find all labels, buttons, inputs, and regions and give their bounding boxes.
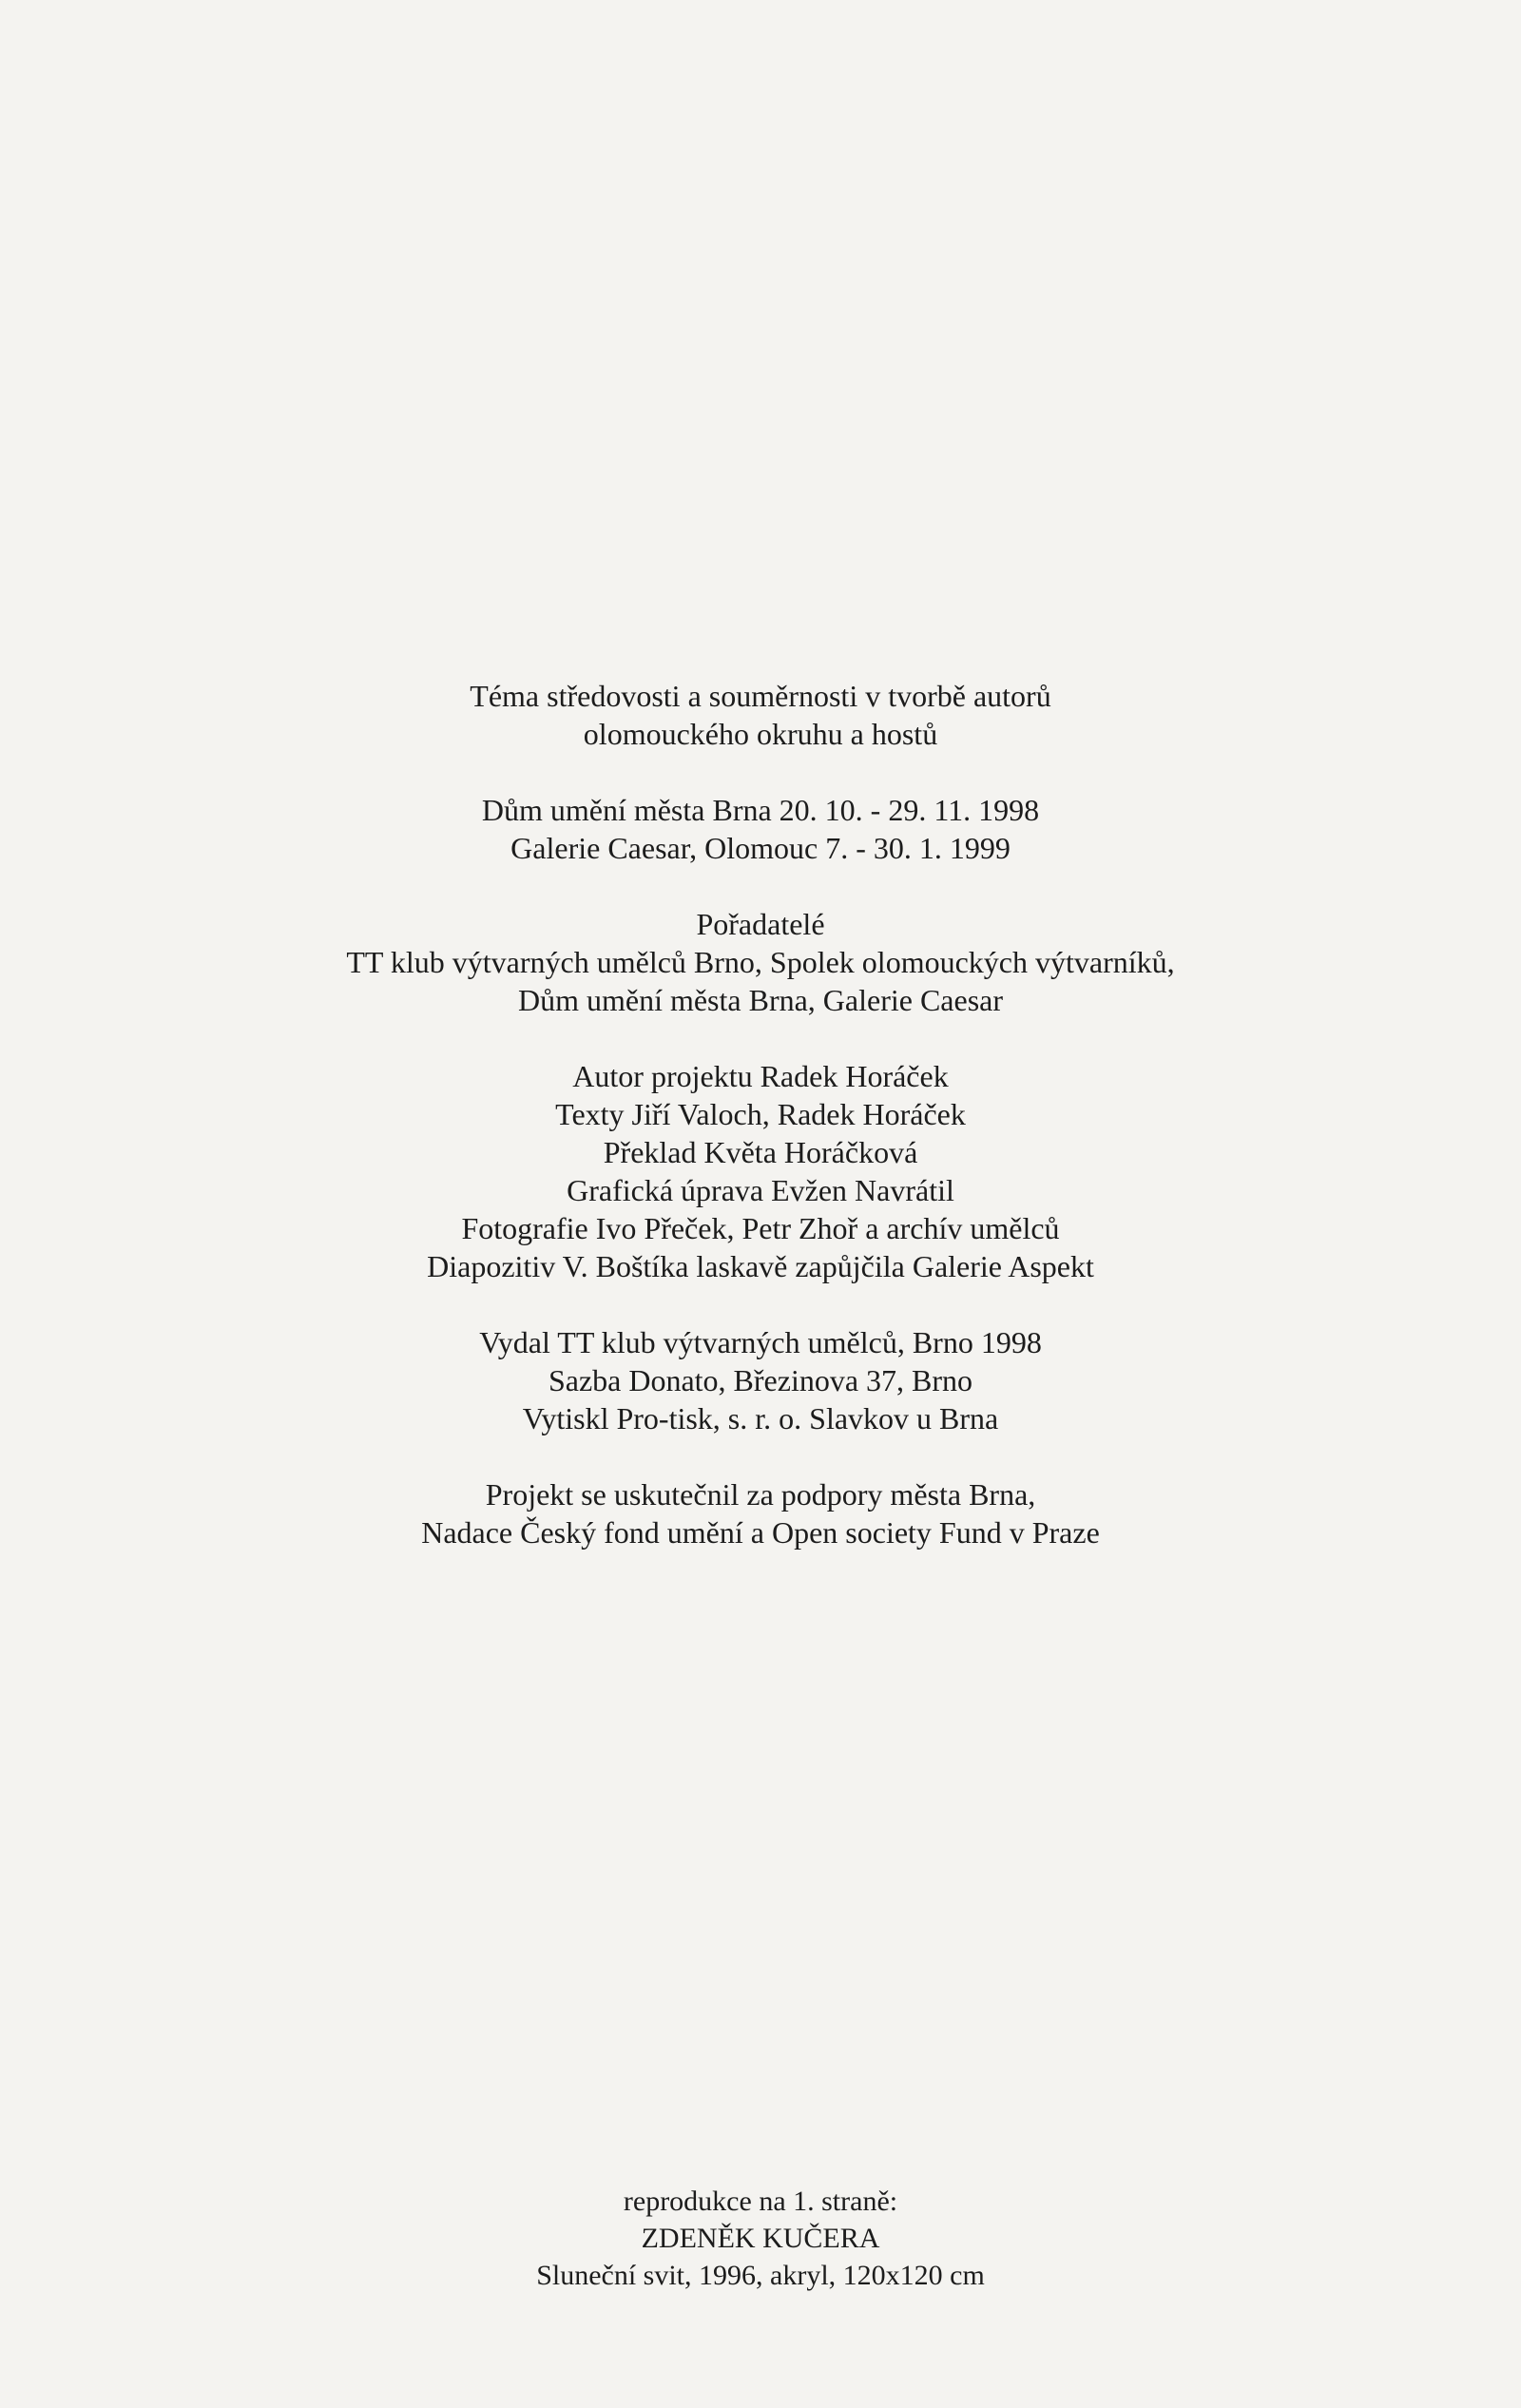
organizers	[0, 905, 1521, 1019]
credit-line: Texty Jiří Valoch, Radek Horáček	[555, 1097, 966, 1131]
publishing-line: Sazba Donato, Březinova 37, Brno	[548, 1363, 973, 1397]
publishing-line: Vytiskl Pro-tisk, s. r. o. Slavkov u Brna	[522, 1401, 999, 1435]
organizers-line: Dům umění města Brna, Galerie Caesar	[517, 983, 1004, 1017]
credit-line: Autor projektu Radek Horáček	[572, 1059, 949, 1093]
cover-credit-artist: ZDENĚK KUČERA	[641, 2223, 880, 2254]
credit-line: Diapozitiv V. Boštíka laskavě zapůjčila Galerie Aspekt	[427, 1249, 1094, 1283]
organizers-line: TT klub výtvarných umělců Brno, Spolek olomouckých výtvarníků,	[346, 945, 1175, 979]
credit-line: Překlad Květa Horáčková	[603, 1135, 918, 1169]
venue-line: Dům umění města Brna 20. 10. - 29. 11. 1998	[481, 793, 1040, 827]
theme-line: olomouckého okruhu a hostů	[583, 717, 938, 751]
organizers-heading: Pořadatelé	[696, 907, 825, 941]
credit-line: Fotografie Ivo Přeček, Petr Zhoř a archív umělců	[461, 1211, 1060, 1245]
support-line: Projekt se uskutečnil za podpory města Brna,	[485, 1477, 1036, 1512]
publishing-line: Vydal TT klub výtvarných umělců, Brno 1998	[479, 1325, 1042, 1359]
venue-line: Galerie Caesar, Olomouc 7. - 30. 1. 1999	[510, 831, 1011, 865]
credit-line: Grafická úprava Evžen Navrátil	[567, 1173, 954, 1207]
exhibition-venues	[0, 791, 1521, 867]
cover-reproduction-credit	[0, 2183, 1521, 2294]
support-line: Nadace Český fond umění a Open society Fund v Praze	[421, 1515, 1100, 1550]
cover-credit-label: reprodukce na 1. straně:	[623, 2186, 898, 2217]
credits	[0, 1057, 1521, 1285]
theme-line: Téma středovosti a souměrnosti v tvorbě autorů	[470, 679, 1051, 713]
support-info	[0, 1475, 1521, 1551]
cover-credit-artwork: Sluneční svit, 1996, akryl, 120x120 cm	[536, 2260, 985, 2291]
colophon	[0, 677, 1521, 1551]
exhibition-theme	[0, 677, 1521, 753]
publishing-info	[0, 1323, 1521, 1437]
